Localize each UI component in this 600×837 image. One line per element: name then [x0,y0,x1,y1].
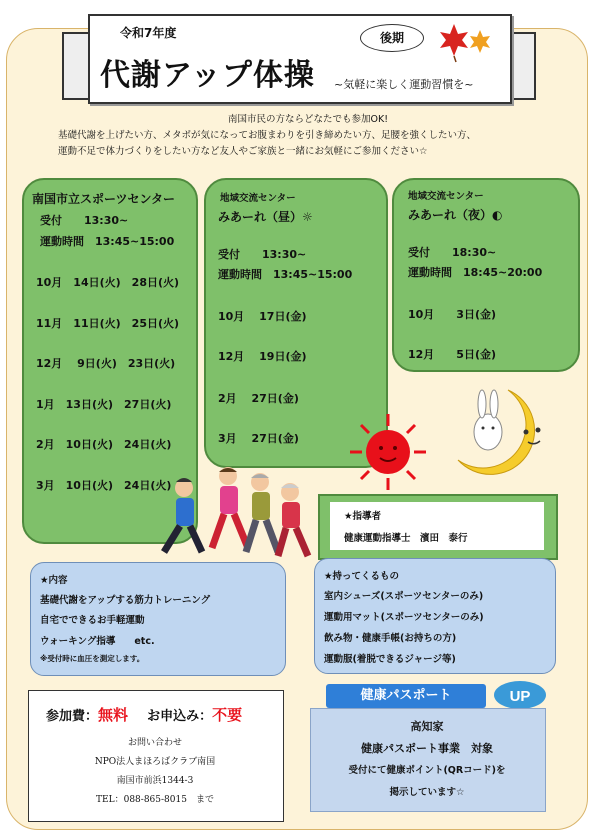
venue3-date: 10月 3日(金) [408,308,497,321]
page-title: 代謝アップ体操 [100,58,315,93]
venue2-org: 地域交流センター [220,193,296,204]
bring-item: 運動用マット(スポーツセンターのみ) [324,612,484,623]
contact-org: NPO法人まほろばクラブ南国 [94,757,216,767]
health-passport-text [310,716,544,804]
subtitle: ~気軽に楽しく運動習慣を~ [334,78,474,91]
fee-label: 参加費： [46,709,99,724]
sun-icon [348,412,428,492]
fee-line [46,704,242,725]
venue2-date: 12月 19日(金) [218,350,307,363]
bring-item: 室内シューズ(スポーツセンターのみ) [324,591,484,602]
venue2-date: 2月 27日(金) [218,392,299,405]
content-label: ★内容 [40,575,68,586]
svg-text:UP: UP [509,688,531,705]
moon-rabbit-icon [448,384,558,480]
venue3-reception: 受付 18:30~ [408,246,497,259]
health-passport-logo: 健康パスポート [326,684,486,708]
contact-info [28,734,282,810]
contact-address: 南国市前浜1344-3 [116,776,194,786]
venue1-date: 10月 14日(火) 28日(火) [36,276,180,289]
bring-item: 飲み物・健康手帳(お持ちの方) [324,633,457,644]
venue3-name: みあーれ（夜）◐ [408,208,503,222]
up-logo-icon [492,680,548,710]
term-badge: 後期 [360,24,424,52]
apply-value: 不要 [212,706,243,724]
venue2-name: みあーれ（昼）☼ [218,210,313,224]
content-item: 自宅でできるお手軽運動 [40,615,145,626]
venue1-date: 2月 10日(火) 24日(火) [36,438,172,451]
venue3-org: 地域交流センター [408,191,484,202]
instructor-name: 健康運動指導士 濱田 泰行 [344,533,468,544]
bring-item: 運動服(着脱できるジャージ等) [324,654,456,665]
apply-label: お申込み： [147,709,213,724]
venue1-date: 3月 10日(火) 24日(火) [36,479,172,492]
maple-leaves-icon [438,20,498,64]
contact-title: お問い合わせ [127,738,182,748]
venue1-time: 運動時間 13:45~15:00 [40,235,175,248]
venue1-date: 1月 13日(火) 27日(火) [36,398,172,411]
passport-line: 受付にて健康ポイント(QRコード)を [348,765,506,776]
bring-label: ★持ってくるもの [324,571,400,582]
passport-line: 健康パスポート事業 対象 [361,742,493,755]
passport-line: 掲示しています☆ [389,787,465,798]
content-item: 基礎代謝をアップする筋力トレーニング [40,595,211,606]
venue2-reception: 受付 13:30~ [218,248,307,261]
content-note: ※受付時に血圧を測定します。 [40,654,145,663]
venue1-date: 11月 11日(火) 25日(火) [36,317,180,330]
fee-value: 無料 [98,706,129,724]
exercising-people-illustration [158,452,316,562]
venue-sports-center-name: 南国市立スポーツセンター [32,192,176,206]
venue3-date: 12月 5日(金) [408,348,497,361]
venue2-date: 10月 17日(金) [218,310,307,323]
content-item: ウォーキング指導 etc. [40,636,155,647]
banner-fold-left [62,32,90,100]
fiscal-year: 令和7年度 [120,26,177,40]
venue2-time: 運動時間 13:45~15:00 [218,268,353,281]
intro-text: 南国市民の方ならどなたでも参加OK! 基礎代謝を上げたい方、メタボが気になってお腹まわりを引き締めたい方、足腰を強くしたい方、 運動不足で体力づくりをしたい方など友人やご家族と一緒にお気軽にご参加ください☆ [58,114,477,157]
venue1-date: 12月 9日(火) 23日(火) [36,357,176,370]
contact-tel: TEL：088-865-8015 まで [96,795,214,805]
venue1-reception: 受付 13:30~ [40,214,129,227]
instructor-label: ★指導者 [344,511,382,522]
passport-line: 高知家 [410,720,444,733]
banner-fold-right [508,32,536,100]
venue2-date: 3月 27日(金) [218,432,299,445]
venue3-time: 運動時間 18:45~20:00 [408,266,543,279]
